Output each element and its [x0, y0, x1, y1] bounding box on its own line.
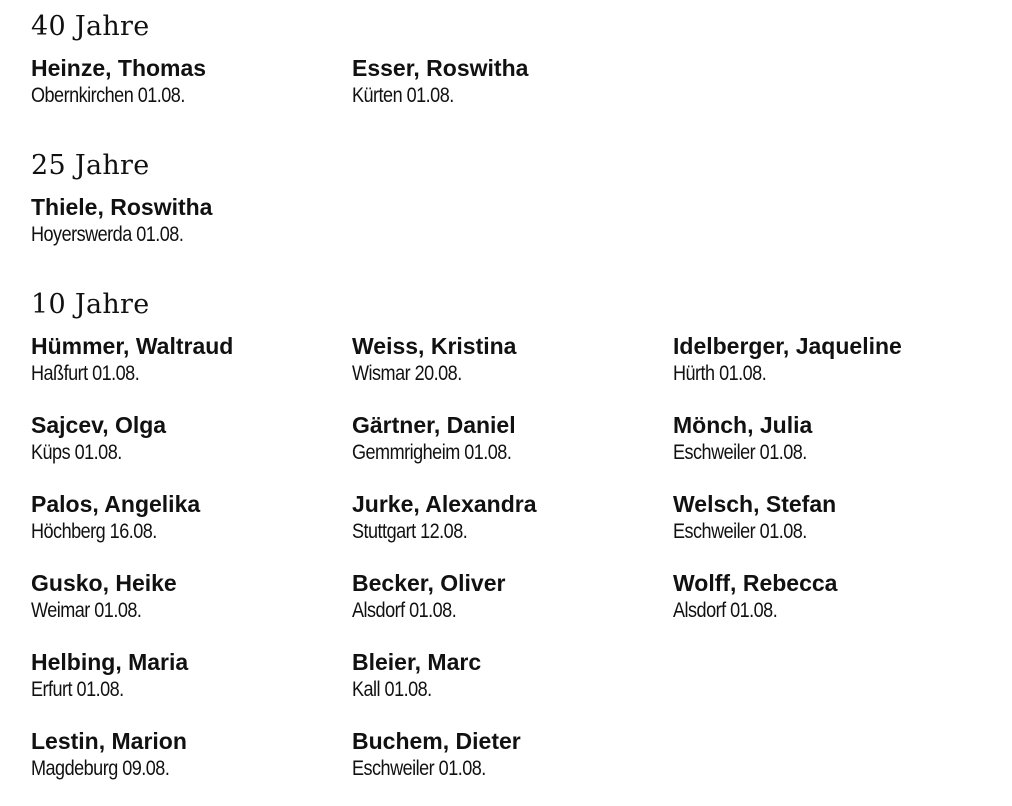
place-date: Magdeburg 09.08.: [31, 757, 170, 780]
place-date: Alsdorf 01.08.: [673, 599, 778, 622]
person-name: Heinze, Thomas: [31, 55, 207, 81]
list-item: [673, 569, 983, 625]
person-name: Buchem, Dieter: [352, 728, 521, 754]
list-item: [352, 411, 662, 467]
list-item: [673, 411, 983, 467]
person-name: Hümmer, Waltraud: [31, 333, 234, 359]
list-item: [31, 727, 341, 783]
list-item: [31, 569, 341, 625]
person-name: Sajcev, Olga: [31, 412, 167, 438]
place-date: Stuttgart 12.08.: [352, 520, 468, 543]
person-name: Idelberger, Jaqueline: [673, 333, 902, 359]
place-date: Eschweiler 01.08.: [673, 520, 807, 543]
place-date: Obernkirchen 01.08.: [31, 84, 185, 107]
place-date: Eschweiler 01.08.: [352, 757, 486, 780]
list-item: [673, 332, 983, 388]
place-date: Wismar 20.08.: [352, 362, 462, 385]
list-item: [31, 54, 341, 110]
person-name: Bleier, Marc: [352, 649, 482, 675]
list-item: [352, 490, 662, 546]
person-name: Gusko, Heike: [31, 570, 177, 596]
person-name: Lestin, Marion: [31, 728, 187, 754]
place-date: Hürth 01.08.: [673, 362, 767, 385]
place-date: Haßfurt 01.08.: [31, 362, 140, 385]
list-item: [31, 193, 341, 249]
place-date: Eschweiler 01.08.: [673, 441, 807, 464]
person-name: Weiss, Kristina: [352, 333, 517, 359]
place-date: Erfurt 01.08.: [31, 678, 124, 701]
place-date: Kürten 01.08.: [352, 84, 454, 107]
section-title: 10 Jahre: [31, 289, 150, 320]
list-item: [352, 569, 662, 625]
place-date: Kall 01.08.: [352, 678, 432, 701]
person-name: Welsch, Stefan: [673, 491, 837, 517]
place-date: Gemmrigheim 01.08.: [352, 441, 512, 464]
person-name: Jurke, Alexandra: [352, 491, 537, 517]
person-name: Wolff, Rebecca: [673, 570, 838, 596]
list-item: [31, 332, 341, 388]
list-item: [31, 411, 341, 467]
person-name: Helbing, Maria: [31, 649, 189, 675]
person-name: Mönch, Julia: [673, 412, 813, 438]
person-name: Esser, Roswitha: [352, 55, 529, 81]
place-date: Küps 01.08.: [31, 441, 122, 464]
place-date: Alsdorf 01.08.: [352, 599, 457, 622]
person-name: Thiele, Roswitha: [31, 194, 213, 220]
list-item: [673, 490, 983, 546]
list-item: [352, 648, 662, 704]
list-item: [31, 490, 341, 546]
list-item: [352, 54, 662, 110]
place-date: Höchberg 16.08.: [31, 520, 157, 543]
list-item: [352, 727, 662, 783]
list-item: [31, 648, 341, 704]
section-title: 40 Jahre: [31, 11, 150, 42]
place-date: Weimar 01.08.: [31, 599, 142, 622]
person-name: Palos, Angelika: [31, 491, 201, 517]
person-name: Gärtner, Daniel: [352, 412, 516, 438]
place-date: Hoyerswerda 01.08.: [31, 223, 184, 246]
section-title: 25 Jahre: [31, 150, 150, 181]
person-name: Becker, Oliver: [352, 570, 506, 596]
list-item: [352, 332, 662, 388]
